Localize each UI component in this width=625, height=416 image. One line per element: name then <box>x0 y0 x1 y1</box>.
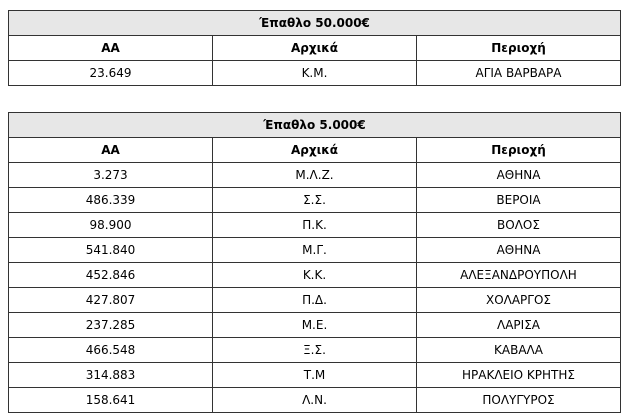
column-header-aa: ΑΑ <box>9 138 213 163</box>
table-row <box>9 338 621 363</box>
cell-initials: Ξ.Σ. <box>213 338 417 363</box>
cell-aa: 3.273 <box>9 163 213 188</box>
cell-region: ΒΕΡΟΙΑ <box>417 188 621 213</box>
column-header-initials: Αρχικά <box>213 138 417 163</box>
cell-initials: Τ.Μ <box>213 363 417 388</box>
cell-aa: 158.641 <box>9 388 213 413</box>
cell-region: ΑΘΗΝΑ <box>417 238 621 263</box>
table-header-row <box>9 138 621 163</box>
cell-aa: 541.840 <box>9 238 213 263</box>
table-title-row <box>9 11 621 36</box>
cell-aa: 452.846 <box>9 263 213 288</box>
table-row <box>9 213 621 238</box>
cell-region: ΠΟΛΥΓΥΡΟΣ <box>417 388 621 413</box>
table-title-row <box>9 113 621 138</box>
cell-region: ΑΛΕΞΑΝΔΡΟΥΠΟΛΗ <box>417 263 621 288</box>
cell-region: ΑΓΙΑ ΒΑΡΒΑΡΑ <box>417 61 621 86</box>
table-row <box>9 363 621 388</box>
table-title: Έπαθλο 50.000€ <box>9 11 621 36</box>
cell-initials: Κ.Κ. <box>213 263 417 288</box>
cell-aa: 98.900 <box>9 213 213 238</box>
cell-region: ΛΑΡΙΣΑ <box>417 313 621 338</box>
cell-initials: Π.Δ. <box>213 288 417 313</box>
prize-table-5000 <box>8 112 621 413</box>
cell-aa: 427.807 <box>9 288 213 313</box>
cell-region: ΗΡΑΚΛΕΙΟ ΚΡΗΤΗΣ <box>417 363 621 388</box>
cell-initials: Κ.Μ. <box>213 61 417 86</box>
cell-initials: Π.Κ. <box>213 213 417 238</box>
column-header-initials: Αρχικά <box>213 36 417 61</box>
cell-initials: Μ.Γ. <box>213 238 417 263</box>
cell-aa: 486.339 <box>9 188 213 213</box>
column-header-region: Περιοχή <box>417 36 621 61</box>
cell-region: ΚΑΒΑΛΑ <box>417 338 621 363</box>
cell-aa: 466.548 <box>9 338 213 363</box>
cell-aa: 23.649 <box>9 61 213 86</box>
table-row <box>9 313 621 338</box>
table-row <box>9 188 621 213</box>
table-row <box>9 388 621 413</box>
cell-initials: Σ.Σ. <box>213 188 417 213</box>
table-header-row <box>9 36 621 61</box>
table-row <box>9 163 621 188</box>
table-row <box>9 61 621 86</box>
column-header-aa: ΑΑ <box>9 36 213 61</box>
cell-region: ΑΘΗΝΑ <box>417 163 621 188</box>
cell-initials: Λ.Ν. <box>213 388 417 413</box>
cell-region: ΒΟΛΟΣ <box>417 213 621 238</box>
table-row <box>9 238 621 263</box>
table-row <box>9 263 621 288</box>
cell-aa: 314.883 <box>9 363 213 388</box>
cell-initials: Μ.Ε. <box>213 313 417 338</box>
cell-aa: 237.285 <box>9 313 213 338</box>
table-title: Έπαθλο 5.000€ <box>9 113 621 138</box>
cell-initials: Μ.Λ.Ζ. <box>213 163 417 188</box>
table-row <box>9 288 621 313</box>
column-header-region: Περιοχή <box>417 138 621 163</box>
cell-region: ΧΟΛΑΡΓΟΣ <box>417 288 621 313</box>
prize-table-50000 <box>8 10 621 86</box>
